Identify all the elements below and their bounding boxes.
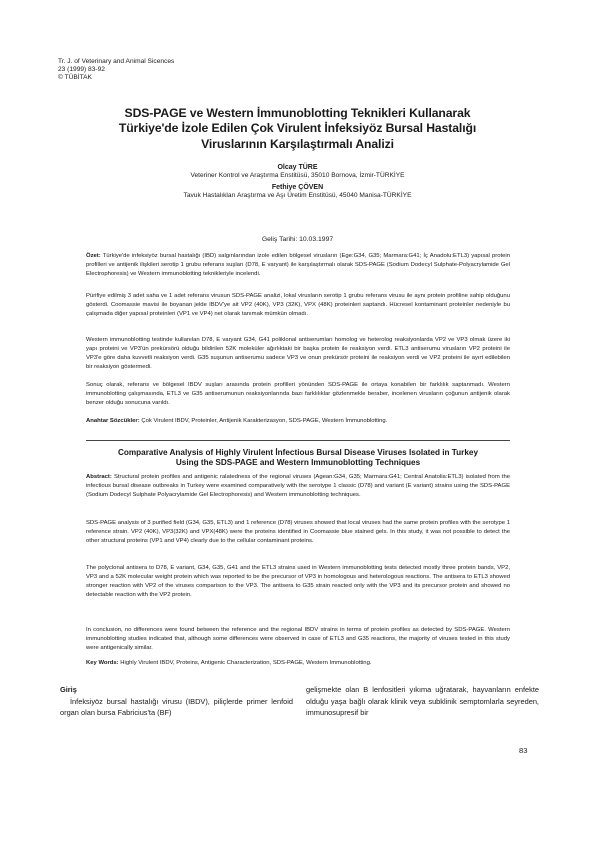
ozet-text-1: Türkiye'de infeksiyöz bursal hastalığı (IBD) salgınlarından izole edilen bölgesel virusların (Ege:G34, G35; Marmara:G41; İç Anadolu:ETL3) yapısal protein profilleri ve antijenik ilişkileri serotip 1 grubu referans suşları (D78, E varyant) ile karşılaştırmalı olarak SDS-PAGE (Sodium Dodecyl Sulphate-Polyacrylamide Gel Electrophoresis) ve Western immunoblotting teknikleriyle incelendi.	[86, 253, 510, 277]
abstract-paragraph-4: In conclusion, no differences were found between the reference and the regional IBDV strains in terms of protein profiles as detected by SDS-PAGE. Western immunoblotting studies indicated that, although some differences were observed in case of ETL3 and G35 reactions, the majority of viruses tested in this study were antigenically similar.	[86, 627, 510, 651]
author-1	[60, 164, 535, 180]
author-affiliation: Tavuk Hastalıkları Araştırma ve Aşı Üretim Enstitüsü, 45040 Manisa-TÜRKİYE	[183, 192, 412, 199]
abstract-text-1: Structural protein profiles and antigenic ralatedness of the regional viruses (Agean:G34, G35; Marmara:G41; Central Anatolia:ETL3) isolated from the infectious bursal disease outbreaks in Turkey were examined comparatively with the serotype 1 classic (D78) and variant (E variant) strains using the SDS-PAGE (Sodium Dodecyl Sulphate Polyacrylamide Gel Electrophoresis) and Western immunoblotting techniques.	[86, 474, 510, 498]
section-heading-giris: Giriş	[60, 685, 77, 694]
journal-name: Tr. J. of Veterinary and Animal Sicences	[58, 58, 175, 65]
ozet-keywords-label: Anahtar Sözcükler:	[86, 418, 140, 424]
ozet-keywords	[86, 417, 510, 426]
journal-info	[58, 58, 174, 83]
abstract-keywords-label: Key Words:	[86, 660, 119, 666]
author-2	[60, 184, 535, 200]
received-date: Geliş Tarihi: 10.03.1997	[261, 236, 334, 243]
ozet-keywords-text: Çok Virulent IBDV, Proteinler, Antijenik Karakterizasyon, SDS-PAGE, Western İmmunoblotting.	[141, 418, 388, 424]
title-line-1: SDS-PAGE ve Western İmmunoblotting Teknikleri Kullanarak	[124, 106, 471, 120]
author-affiliation: Veteriner Kontrol ve Araştırma Enstitüsü, 35010 Bornova, İzmir-TÜRKİYE	[190, 172, 405, 179]
abstract-paragraph-2: SDS-PAGE analysis of 3 purified field (G34, G35, ETL3) and 1 reference (D78) viruses showed that local viruses had the same protein profiles with the serotype 1 reference strain. VP2 (40K), VP3(32K) and VPX(48K) were the proteins identified in Coomassie blue stained gels. In this study, it was not possible to detect the other structural proteins (VP1 and VP4) clearly due to the cellular contaminant proteins.	[86, 520, 510, 544]
ozet-paragraph-1	[86, 252, 510, 279]
english-title-line-2: Using the SDS-PAGE and Western Immunoblotting Techniques	[175, 458, 421, 468]
abstract-paragraph-3: The polyclonal antisera to D78, E variant, G34, G35, G41 and the ETL3 strains used in Western immunoblotting tests detected mostly three protein bands, VP2, VP3 and a 52K molecular weight protein which was reported to be the precursor of VP3 in homologous and heterologous reactions. The antisera to ETL3 showed stronger reaction with VP2 of the viruses comparison to the VP3. The antisera to G35 strain reacted only with the VP3 and its precursor protein and showed no detectable reaction with the VP2 protein.	[86, 565, 510, 598]
journal-publisher: © TÜBİTAK	[58, 74, 92, 82]
abstract-label: Abstract:	[86, 474, 112, 480]
journal-volume: 23 (1999) 83-92	[58, 66, 105, 74]
english-title-line-1: Comparative Analysis of Highly Virulent İnfectious Bursal Disease Viruses Isolated in Turkey	[117, 448, 479, 457]
ozet-paragraph-2: Pürifiye edilmiş 3 adet saha ve 1 adet referans virusun SDS-PAGE analizi, lokal virusların serotip 1 grubu referans virusu ile aynı protein profiline sahip olduğunu gösterdi. Coomassie mavisi ile boyanan jelde IBDV'ye ait VP2 (40K), VP3 (32K), VPX (48K) proteinleri saptandı. Hücresel kontaminant proteinler nedeniyle bu çalışmada diğer yapısal proteinleri (VP1 ve VP4) net olarak tanımak mümkün olmadı.	[86, 293, 510, 317]
page-number: 83	[519, 746, 528, 755]
body-right-column: gelişmekte olan B lenfositleri yıkıma uğratarak, hayvanların enfekte olduğu yaşa bağlı olarak klinik veya subklinik semptomlarla seyreden, immunosupresif bir	[306, 685, 539, 718]
paper-title	[60, 106, 535, 152]
ozet-label: Özet:	[86, 253, 101, 259]
title-line-2: Türkiye'de İzole Edilen Çok Virulent İnfeksiyöz Bursal Hastalığı	[118, 121, 477, 136]
author-name: Olcay TÜRE	[277, 164, 318, 171]
abstract-keywords-text: Highly Virulent IBDV, Proteins, Antigenic Characterization, SDS-PAGE, Western Immunoblotting.	[120, 660, 372, 666]
english-title	[86, 448, 510, 468]
body-left-text: İnfeksiyöz bursal hastalığı virusu (IBDV), piliçlerde primer lenfoid organ olan bursa Fabricius'ta (BF)	[60, 696, 293, 718]
body-left-column	[60, 684, 293, 719]
ozet-paragraph-4: Sonuç olarak, referans ve bölgesel IBDV suşları arasında protein profilleri yönünden SDS-PAGE ile ortaya konabilen bir farklılık saptanmadı. Western immunoblotting çalışmasında, ETL3 ve G35 antiserumunun reaksiyonlarında bazı farklılıklar gözlenmekle beraber, incelenen virusların çoğunun antijenik olarak benzer olduğu sonucuna varıldı.	[86, 382, 510, 406]
author-name: Fethiye ÇÖVEN	[271, 184, 324, 191]
abstract-paragraph-1	[86, 473, 510, 500]
ozet-paragraph-3: Western immunoblotting testinde kullanılan D78, E varyant G34, G41 poliklonal antiserumları homolog ve heterolog reaksiyonlarda VP2 ve VP3 olmak üzere iki yapı proteini ve VP3'ün prekürsörü olduğu bildirilen 52K moleküler ağırlıktaki bir başka protein ile reaksiyon verdi. ETL3 antiserumu virusların VP2 proteini ile VP3'e göre daha kuvvetli reaksiyon verdi. G35 suşunun antiserumu sadece VP3 ve onun prekürsör proteini ile reaksiyon verdi ve VP2 proteini ile ayırt edilebilen bir reaksiyon göstermedi.	[86, 337, 510, 370]
abstract-keywords	[86, 659, 510, 668]
title-line-3: Viruslarının Karşılaştırmalı Analizi	[201, 136, 394, 151]
section-divider	[86, 440, 510, 441]
